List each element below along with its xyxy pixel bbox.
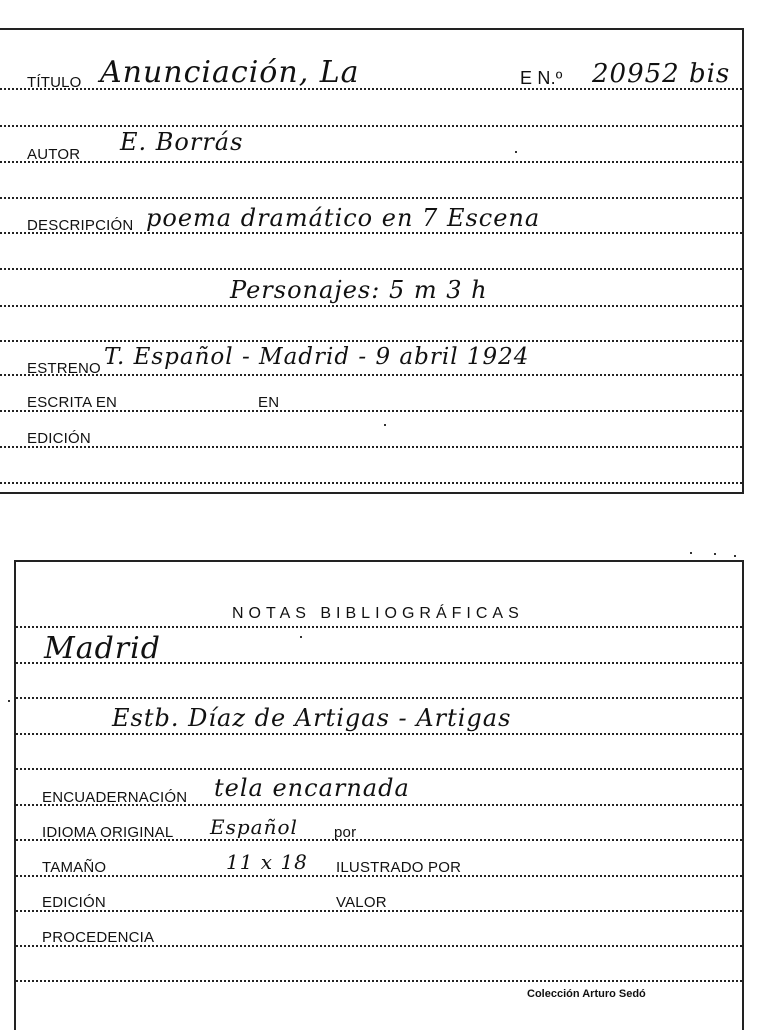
ruled-line bbox=[0, 161, 742, 163]
valor-label: VALOR bbox=[336, 894, 387, 911]
card-top-edge bbox=[14, 560, 744, 562]
entry-number-label: E N.º bbox=[520, 68, 563, 88]
ruled-line bbox=[0, 197, 742, 199]
card-bottom-edge bbox=[0, 492, 744, 494]
escrita-en-label: ESCRITA EN bbox=[27, 394, 118, 411]
edicion-label: EDICIÓN bbox=[42, 894, 106, 911]
edicion-label: EDICIÓN bbox=[27, 430, 91, 447]
encuadernacion-label: ENCUADERNACIÓN bbox=[42, 789, 188, 806]
ruled-line bbox=[0, 446, 742, 448]
titulo-label: TÍTULO bbox=[27, 74, 82, 91]
entry-number-value: 20952 bis bbox=[592, 59, 731, 89]
descripcion-label: DESCRIPCIÓN bbox=[27, 217, 134, 234]
idioma-value: Español bbox=[210, 815, 298, 839]
ruled-line bbox=[0, 305, 742, 307]
notes-line-2: Estb. Díaz de Artigas - Artigas bbox=[112, 704, 512, 732]
notes-line-1: Madrid bbox=[44, 631, 161, 666]
por-label: por bbox=[334, 824, 357, 841]
autor-label: AUTOR bbox=[27, 146, 81, 163]
scan-speck bbox=[734, 555, 736, 557]
notas-heading: NOTAS BIBLIOGRÁFICAS bbox=[232, 605, 524, 622]
scan-speck bbox=[714, 553, 716, 555]
scan-speck bbox=[384, 424, 386, 426]
titulo-value: Anunciación, La bbox=[100, 55, 360, 90]
catalog-card-bottom bbox=[0, 540, 759, 1028]
estreno-label: ESTRENO bbox=[27, 360, 101, 377]
card-top-edge bbox=[0, 28, 744, 30]
ruled-line bbox=[16, 626, 742, 628]
ruled-line bbox=[16, 733, 742, 735]
tamano-label: TAMAÑO bbox=[42, 859, 107, 876]
card-right-edge bbox=[742, 28, 744, 494]
ruled-line bbox=[0, 340, 742, 342]
ruled-line bbox=[0, 374, 742, 376]
ruled-line bbox=[16, 697, 742, 699]
catalog-card-top bbox=[0, 0, 759, 495]
en-label: EN bbox=[258, 394, 280, 411]
scan-speck bbox=[300, 636, 302, 638]
personajes-value: Personajes: 5 m 3 h bbox=[230, 276, 488, 304]
encuadernacion-value: tela encarnada bbox=[214, 774, 410, 802]
scan-speck bbox=[515, 151, 517, 153]
scan-speck bbox=[690, 552, 692, 554]
ruled-line bbox=[16, 980, 742, 982]
idioma-label: IDIOMA ORIGINAL bbox=[42, 824, 174, 841]
card-left-edge bbox=[14, 560, 16, 1030]
ilustrado-label: ILUSTRADO POR bbox=[336, 859, 462, 876]
descripcion-value: poema dramático en 7 Escena bbox=[146, 204, 541, 232]
ruled-line bbox=[0, 125, 742, 127]
ruled-line bbox=[0, 482, 742, 484]
ruled-line bbox=[16, 768, 742, 770]
tamano-value: 11 x 18 bbox=[226, 850, 308, 874]
collection-credit: Colección Arturo Sedó bbox=[527, 988, 646, 1000]
estreno-value: T. Español - Madrid - 9 abril 1924 bbox=[104, 344, 530, 370]
procedencia-label: PROCEDENCIA bbox=[42, 929, 155, 946]
scan-speck bbox=[8, 700, 10, 702]
ruled-line bbox=[0, 268, 742, 270]
autor-value: E. Borrás bbox=[120, 128, 244, 156]
card-right-edge bbox=[742, 560, 744, 1030]
